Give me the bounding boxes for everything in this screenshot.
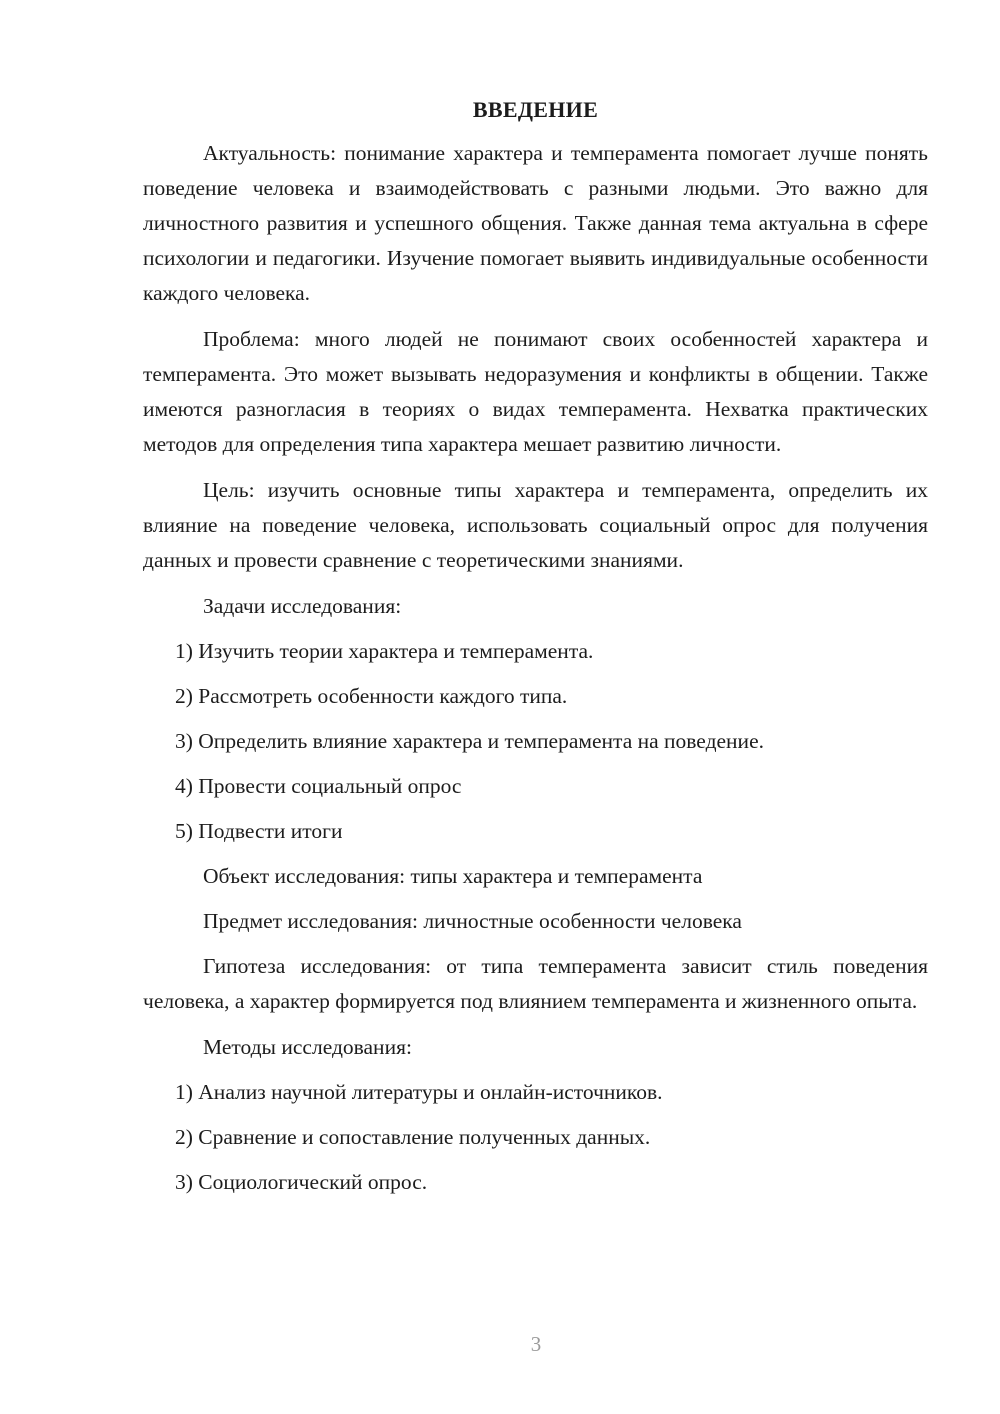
methods-list: [143, 1075, 928, 1200]
paragraph-problem: Проблема: много людей не понимают своих особенностей характера и темперамента. Это может вызывать недоразумения и конфликты в общении. Также имеются разногласия в теориях о видах темперамента. Нехватка практических методов для определения типа характера мешает развитию личности.: [143, 327, 928, 456]
list-item: 3) Определить влияние характера и темперамента на поведение.: [175, 729, 764, 753]
list-item: 2) Сравнение и сопоставление полученных данных.: [175, 1125, 651, 1149]
paragraph-goal: Цель: изучить основные типы характера и темперамента, определить их влияние на поведение человека, использовать социальный опрос для получения данных и провести сравнение с теоретическими знаниями.: [143, 478, 928, 572]
tasks-label: Задачи исследования:: [203, 594, 402, 618]
list-item: 3) Социологический опрос.: [175, 1170, 428, 1194]
research-object: Объект исследования: типы характера и темперамента: [203, 864, 703, 888]
list-item: 1) Анализ научной литературы и онлайн-источников.: [175, 1080, 663, 1104]
tasks-list: [143, 634, 928, 849]
page-title: ВВЕДЕНИЕ: [472, 97, 599, 122]
methods-label: Методы исследования:: [203, 1035, 412, 1059]
list-item: 5) Подвести итоги: [175, 819, 343, 843]
paragraph-hypothesis: Гипотеза исследования: от типа темперамента зависит стиль поведения человека, а характер формируется под влиянием темперамента и жизненного опыта.: [143, 954, 928, 1013]
list-item: 4) Провести социальный опрос: [175, 774, 462, 798]
list-item: 1) Изучить теории характера и темперамента.: [175, 639, 594, 663]
research-subject: Предмет исследования: личностные особенности человека: [203, 909, 742, 933]
document-page: [143, 92, 928, 1210]
paragraph-relevance: Актуальность: понимание характера и темперамента помогает лучше понять поведение человека и взаимодействовать с разными людьми. Это важно для личностного развития и успешного общения. Также данная тема актуальна в сфере психологии и педагогики. Изучение помогает выявить индивидуальные особенности каждого человека.: [143, 141, 928, 305]
list-item: 2) Рассмотреть особенности каждого типа.: [175, 684, 568, 708]
page-number: 3: [530, 1332, 542, 1356]
